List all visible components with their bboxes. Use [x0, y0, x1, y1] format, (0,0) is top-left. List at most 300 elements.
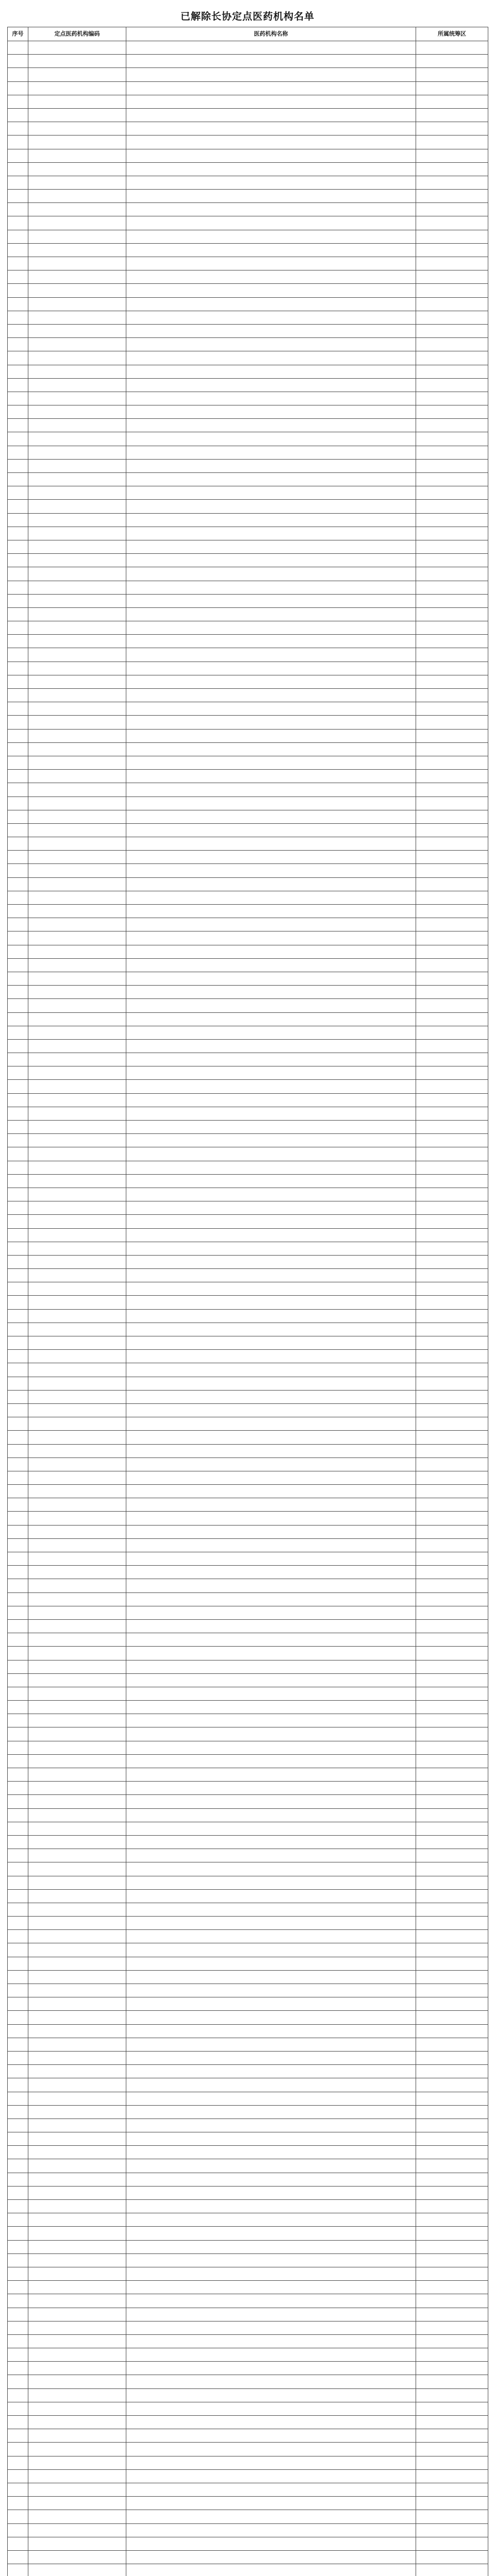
row-name	[126, 2564, 416, 2576]
table-row	[8, 554, 488, 567]
row-region	[416, 1552, 488, 1566]
table-row	[8, 2497, 488, 2510]
row-code	[28, 918, 126, 931]
row-name	[126, 540, 416, 553]
row-region	[416, 1917, 488, 1930]
row-index	[8, 2186, 28, 2199]
row-index	[8, 986, 28, 999]
table-row	[8, 2362, 488, 2375]
row-code	[28, 2469, 126, 2483]
table-row	[8, 1822, 488, 1835]
row-code	[28, 365, 126, 378]
row-index	[8, 823, 28, 837]
row-index	[8, 1970, 28, 1984]
table-row	[8, 2267, 488, 2280]
row-region	[416, 1687, 488, 1700]
row-code	[28, 1660, 126, 1673]
row-index	[8, 1444, 28, 1458]
row-code	[28, 2334, 126, 2348]
row-name	[126, 257, 416, 270]
row-name	[126, 378, 416, 392]
row-code	[28, 1633, 126, 1647]
table-row	[8, 581, 488, 594]
row-region	[416, 567, 488, 581]
row-code	[28, 500, 126, 513]
row-index	[8, 770, 28, 783]
row-code	[28, 473, 126, 486]
row-region	[416, 1107, 488, 1120]
row-region	[416, 756, 488, 769]
row-name	[126, 1242, 416, 1255]
row-name	[126, 2240, 416, 2253]
row-region	[416, 2362, 488, 2375]
row-name	[126, 1970, 416, 1984]
row-name	[126, 1282, 416, 1296]
row-region	[416, 1512, 488, 1525]
row-code	[28, 1498, 126, 1512]
row-code	[28, 1566, 126, 1579]
row-code	[28, 2119, 126, 2132]
row-code	[28, 2537, 126, 2550]
row-region	[416, 1296, 488, 1309]
row-index	[8, 1255, 28, 1268]
row-name	[126, 635, 416, 648]
row-code	[28, 2186, 126, 2199]
row-index	[8, 1512, 28, 1525]
row-index	[8, 1309, 28, 1323]
table-row	[8, 2429, 488, 2443]
row-region	[416, 2321, 488, 2334]
row-region	[416, 2065, 488, 2078]
table-row	[8, 2065, 488, 2078]
row-region	[416, 891, 488, 904]
table-row	[8, 1053, 488, 1066]
row-index	[8, 1525, 28, 1538]
row-code	[28, 230, 126, 243]
row-region	[416, 796, 488, 810]
row-index	[8, 1592, 28, 1606]
row-index	[8, 2321, 28, 2334]
row-name	[126, 284, 416, 297]
row-index	[8, 2119, 28, 2132]
table-row	[8, 392, 488, 405]
table-row	[8, 351, 488, 365]
row-name	[126, 594, 416, 607]
row-region	[416, 55, 488, 68]
table-row	[8, 2240, 488, 2253]
table-row	[8, 473, 488, 486]
row-region	[416, 972, 488, 985]
row-name	[126, 1485, 416, 1498]
row-name	[126, 2105, 416, 2119]
row-index	[8, 635, 28, 648]
row-index	[8, 1093, 28, 1107]
row-name	[126, 2510, 416, 2523]
row-region	[416, 607, 488, 621]
row-region	[416, 837, 488, 851]
row-code	[28, 1269, 126, 1282]
table-row	[8, 1066, 488, 1080]
row-name	[126, 95, 416, 108]
table-row	[8, 122, 488, 135]
row-index	[8, 662, 28, 675]
row-index	[8, 2038, 28, 2051]
row-code	[28, 986, 126, 999]
row-region	[416, 662, 488, 675]
table-row	[8, 756, 488, 769]
row-region	[416, 392, 488, 405]
table-row	[8, 716, 488, 729]
row-name	[126, 1525, 416, 1538]
table-row	[8, 1228, 488, 1242]
row-region	[416, 1538, 488, 1552]
row-region	[416, 2253, 488, 2267]
row-code	[28, 2375, 126, 2388]
table-row	[8, 2456, 488, 2469]
row-code	[28, 405, 126, 419]
row-name	[126, 2550, 416, 2564]
table-row	[8, 1606, 488, 1619]
row-name	[126, 945, 416, 958]
table-row	[8, 1417, 488, 1431]
row-index	[8, 675, 28, 688]
row-index	[8, 1984, 28, 1997]
row-code	[28, 2402, 126, 2415]
row-index	[8, 2497, 28, 2510]
row-code	[28, 135, 126, 149]
row-name	[126, 2132, 416, 2146]
table-row	[8, 2537, 488, 2550]
row-region	[416, 635, 488, 648]
row-region	[416, 149, 488, 162]
table-row	[8, 1647, 488, 1660]
table-row	[8, 203, 488, 216]
table-row	[8, 1754, 488, 1768]
row-name	[126, 783, 416, 796]
row-index	[8, 2564, 28, 2576]
table-row	[8, 891, 488, 904]
row-name	[126, 2011, 416, 2024]
row-code	[28, 1134, 126, 1147]
row-index	[8, 1647, 28, 1660]
row-region	[416, 864, 488, 877]
row-code	[28, 1525, 126, 1538]
table-row	[8, 1660, 488, 1673]
row-region	[416, 1566, 488, 1579]
row-code	[28, 972, 126, 985]
row-index	[8, 877, 28, 891]
row-code	[28, 689, 126, 702]
row-code	[28, 1808, 126, 1822]
table-row	[8, 783, 488, 796]
row-code	[28, 95, 126, 108]
row-code	[28, 338, 126, 351]
table-row	[8, 1498, 488, 1512]
row-name	[126, 1903, 416, 1916]
row-index	[8, 2348, 28, 2362]
row-index	[8, 419, 28, 432]
table-row	[8, 1538, 488, 1552]
row-name	[126, 1647, 416, 1660]
row-code	[28, 1282, 126, 1296]
row-code	[28, 675, 126, 688]
row-code	[28, 851, 126, 864]
row-code	[28, 432, 126, 446]
table-row	[8, 796, 488, 810]
row-index	[8, 1417, 28, 1431]
row-name	[126, 1917, 416, 1930]
row-code	[28, 1579, 126, 1592]
table-row	[8, 1026, 488, 1039]
row-region	[416, 1201, 488, 1215]
row-index	[8, 594, 28, 607]
table-row	[8, 837, 488, 851]
table-row	[8, 770, 488, 783]
row-region	[416, 2051, 488, 2064]
row-name	[126, 1471, 416, 1484]
row-code	[28, 1350, 126, 1363]
row-index	[8, 1957, 28, 1970]
row-code	[28, 2240, 126, 2253]
row-index	[8, 2483, 28, 2496]
row-name	[126, 607, 416, 621]
row-region	[416, 1080, 488, 1093]
row-region	[416, 2416, 488, 2429]
row-region	[416, 1134, 488, 1147]
row-name	[126, 2388, 416, 2402]
row-region	[416, 190, 488, 203]
row-region	[416, 1350, 488, 1363]
table-row	[8, 55, 488, 68]
row-code	[28, 2416, 126, 2429]
row-name	[126, 1201, 416, 1215]
row-name	[126, 1538, 416, 1552]
row-index	[8, 2213, 28, 2227]
row-code	[28, 567, 126, 581]
table-row	[8, 1444, 488, 1458]
row-index	[8, 864, 28, 877]
row-region	[416, 2092, 488, 2105]
row-code	[28, 257, 126, 270]
table-row	[8, 1917, 488, 1930]
row-name	[126, 135, 416, 149]
row-name	[126, 1579, 416, 1592]
row-index	[8, 1552, 28, 1566]
row-name	[126, 864, 416, 877]
row-index	[8, 2281, 28, 2294]
row-code	[28, 1201, 126, 1215]
row-name	[126, 823, 416, 837]
row-index	[8, 2308, 28, 2321]
row-code	[28, 1215, 126, 1228]
table-row	[8, 527, 488, 540]
row-code	[28, 2429, 126, 2443]
row-code	[28, 662, 126, 675]
table-row	[8, 1930, 488, 1943]
table-row	[8, 1269, 488, 1282]
row-region	[416, 1525, 488, 1538]
row-index	[8, 1579, 28, 1592]
row-name	[126, 2119, 416, 2132]
table-row	[8, 1458, 488, 1471]
row-index	[8, 905, 28, 918]
row-region	[416, 405, 488, 419]
row-region	[416, 2240, 488, 2253]
row-region	[416, 1498, 488, 1512]
table-row	[8, 594, 488, 607]
row-region	[416, 2038, 488, 2051]
row-name	[126, 527, 416, 540]
row-region	[416, 1053, 488, 1066]
row-name	[126, 689, 416, 702]
row-name	[126, 1323, 416, 1336]
row-name	[126, 2402, 416, 2415]
row-code	[28, 2078, 126, 2092]
row-code	[28, 2321, 126, 2334]
table-row	[8, 689, 488, 702]
row-index	[8, 351, 28, 365]
row-region	[416, 540, 488, 553]
row-region	[416, 311, 488, 324]
row-region	[416, 783, 488, 796]
row-index	[8, 1323, 28, 1336]
row-region	[416, 2132, 488, 2146]
row-name	[126, 958, 416, 972]
row-index	[8, 243, 28, 257]
row-name	[126, 1066, 416, 1080]
row-index	[8, 918, 28, 931]
table-row	[8, 1768, 488, 1782]
row-code	[28, 270, 126, 284]
row-region	[416, 2159, 488, 2173]
row-region	[416, 1309, 488, 1323]
row-index	[8, 796, 28, 810]
row-name	[126, 1768, 416, 1782]
table-row	[8, 742, 488, 756]
table-row	[8, 2132, 488, 2146]
row-name	[126, 1714, 416, 1727]
row-code	[28, 190, 126, 203]
row-index	[8, 2132, 28, 2146]
row-region	[416, 2267, 488, 2280]
row-name	[126, 81, 416, 95]
row-name	[126, 756, 416, 769]
row-region	[416, 716, 488, 729]
row-name	[126, 1403, 416, 1417]
row-index	[8, 1012, 28, 1026]
row-code	[28, 607, 126, 621]
row-name	[126, 918, 416, 931]
row-index	[8, 2011, 28, 2024]
table-row	[8, 918, 488, 931]
row-region	[416, 999, 488, 1012]
row-name	[126, 1134, 416, 1147]
row-index	[8, 446, 28, 459]
row-region	[416, 1606, 488, 1619]
row-index	[8, 2429, 28, 2443]
row-index	[8, 190, 28, 203]
row-region	[416, 513, 488, 527]
table-row	[8, 810, 488, 823]
row-code	[28, 2051, 126, 2064]
row-index	[8, 1862, 28, 1876]
row-region	[416, 284, 488, 297]
table-row	[8, 2402, 488, 2415]
row-name	[126, 1417, 416, 1431]
row-index	[8, 2375, 28, 2388]
row-name	[126, 108, 416, 122]
row-region	[416, 554, 488, 567]
row-index	[8, 1282, 28, 1296]
table-row	[8, 230, 488, 243]
row-code	[28, 877, 126, 891]
table-row	[8, 1701, 488, 1714]
row-index	[8, 958, 28, 972]
row-region	[416, 958, 488, 972]
row-region	[416, 2348, 488, 2362]
table-row	[8, 68, 488, 81]
row-region	[416, 122, 488, 135]
row-index	[8, 2092, 28, 2105]
row-code	[28, 55, 126, 68]
table-row	[8, 1431, 488, 1444]
row-region	[416, 257, 488, 270]
row-index	[8, 392, 28, 405]
table-row	[8, 1984, 488, 1997]
row-index	[8, 1943, 28, 1957]
table-row	[8, 1512, 488, 1525]
row-name	[126, 1727, 416, 1741]
table-row	[8, 2321, 488, 2334]
table-row	[8, 486, 488, 500]
row-name	[126, 2456, 416, 2469]
row-code	[28, 2443, 126, 2456]
row-code	[28, 297, 126, 311]
table-row	[8, 1849, 488, 1862]
row-region	[416, 2200, 488, 2213]
row-code	[28, 783, 126, 796]
row-code	[28, 1835, 126, 1849]
table-row	[8, 945, 488, 958]
row-name	[126, 2159, 416, 2173]
table-row	[8, 1741, 488, 1754]
table-row	[8, 675, 488, 688]
row-index	[8, 1876, 28, 1889]
row-code	[28, 2308, 126, 2321]
table-row	[8, 1282, 488, 1296]
table-row	[8, 1903, 488, 1916]
row-index	[8, 513, 28, 527]
row-index	[8, 2550, 28, 2564]
row-region	[416, 1390, 488, 1403]
row-index	[8, 2146, 28, 2159]
row-code	[28, 2348, 126, 2362]
table-row	[8, 338, 488, 351]
table-row	[8, 1795, 488, 1808]
row-index	[8, 1889, 28, 1903]
row-name	[126, 2146, 416, 2159]
row-index	[8, 338, 28, 351]
row-region	[416, 2523, 488, 2537]
table-row	[8, 1080, 488, 1093]
row-code	[28, 122, 126, 135]
row-index	[8, 2253, 28, 2267]
table-row	[8, 432, 488, 446]
row-region	[416, 1633, 488, 1647]
row-region	[416, 1889, 488, 1903]
row-code	[28, 716, 126, 729]
row-name	[126, 324, 416, 337]
